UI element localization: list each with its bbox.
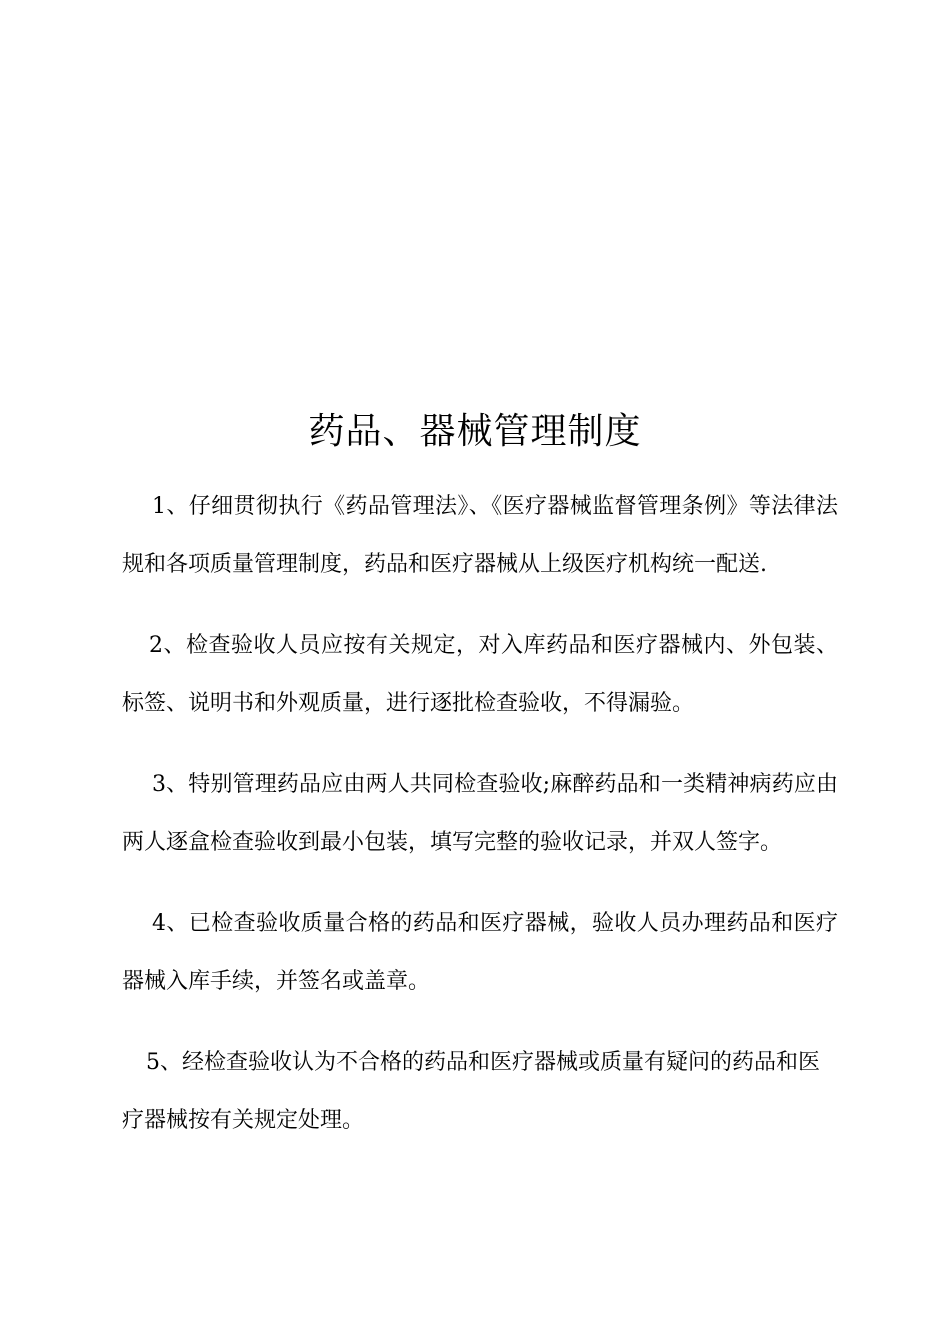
document-title: 药品、器械管理制度 bbox=[308, 411, 642, 452]
document-body bbox=[122, 478, 838, 1173]
paragraph-1: 1、仔细贯彻执行《药品管理法》、《医疗器械监督管理条例》等法律法规和各项质量管理制度，药品和医疗器械从上级医疗机构统一配送. bbox=[122, 494, 838, 577]
paragraph-5: 5、经检查验收认为不合格的药品和医疗器械或质量有疑问的药品和医疗器械按有关规定处理。 bbox=[122, 1050, 820, 1133]
paragraph-3: 3、特别管理药品应由两人共同检查验收;麻醉药品和一类精神病药应由两人逐盒检查验收到最小包装，填写完整的验收记录，并双人签字。 bbox=[122, 772, 838, 855]
paragraph-4: 4、已检查验收质量合格的药品和医疗器械，验收人员办理药品和医疗器械入库手续，并签名或盖章。 bbox=[122, 911, 838, 994]
paragraph-2: 2、检查验收人员应按有关规定，对入库药品和医疗器械内、外包装、标签、说明书和外观质量，进行逐批检查验收，不得漏验。 bbox=[122, 633, 838, 716]
